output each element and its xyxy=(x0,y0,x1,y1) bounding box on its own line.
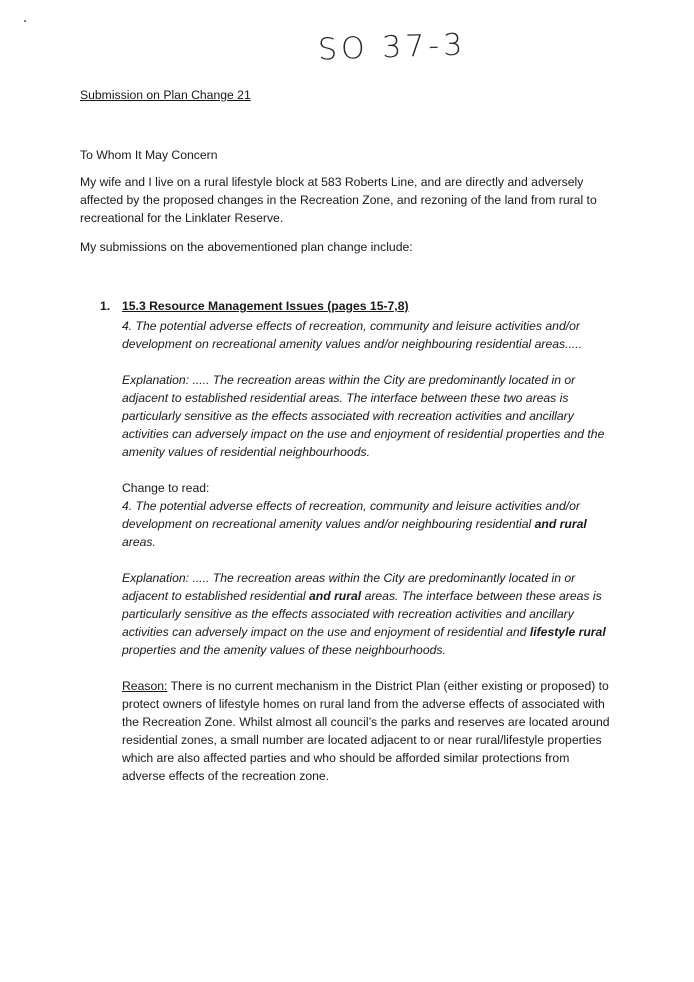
submissions-intro: My submissions on the abovementioned plan change include: xyxy=(80,240,413,254)
reason-paragraph xyxy=(122,677,612,785)
changed-explanation xyxy=(122,569,612,659)
changed-issue-bold: and rural xyxy=(534,517,587,531)
original-explanation: Explanation: ..... The recreation areas within the City are predominantly located in or adjacent to established residential areas. The interface between these two areas is particularly sensitive as the effects associated with recreation activities and ancillary activities can adversely impact on the use and enjoyment of residential properties and the amenity values of residential neighbourhoods. xyxy=(122,373,605,459)
greeting: To Whom It May Concern xyxy=(80,148,218,162)
changed-expl-bold-1: and rural xyxy=(309,589,362,603)
document-title: Submission on Plan Change 21 xyxy=(80,88,251,102)
reason-label: Reason: xyxy=(122,679,168,693)
change-label: Change to read: xyxy=(122,481,210,495)
changed-issue xyxy=(122,497,612,551)
handwritten-reference: SO 37-3 xyxy=(317,27,467,68)
changed-issue-text-b: areas. xyxy=(122,535,156,549)
item-number: 1. xyxy=(100,299,111,313)
changed-expl-text-c: properties and the amenity values of these neighbourhoods. xyxy=(122,643,446,657)
changed-issue-text-a: 4. The potential adverse effects of recreation, community and leisure activities and/or development on recreational amenity values and/or neighbouring residential xyxy=(122,499,580,531)
changed-expl-text-b: areas. The interface between these areas is particularly sensitive as the effects associated with recreation activities and ancillary activities can adversely impact on the use and enjoyment of residential and xyxy=(122,589,602,639)
reason-text: There is no current mechanism in the District Plan (either existing or proposed) to protect owners of lifestyle homes on rural land from the adverse effects of associated with the Recreation Zone. Whilst almost all council’s the parks and reserves are located around residential zones, a small number are located adjacent to or near rural/lifestyle properties which are also affected parties and who should be afforded similar protections from adverse effects of the recreation zone. xyxy=(122,679,610,783)
item-heading: 15.3 Resource Management Issues (pages 15-7,8) xyxy=(122,299,409,313)
changed-expl-bold-2: lifestyle rural xyxy=(529,625,606,639)
changed-expl-text-a: Explanation: ..... The recreation areas within the City are predominantly located in or adjacent to established residential xyxy=(122,571,576,603)
intro-paragraph: My wife and I live on a rural lifestyle block at 583 Roberts Line, and are directly and adversely affected by the proposed changes in the Recreation Zone, and rezoning of the land from rural to recreational for the Linklater Reserve. xyxy=(80,175,597,225)
scan-speck xyxy=(24,20,26,22)
original-issue: 4. The potential adverse effects of recreation, community and leisure activities and/or development on recreational amenity values and/or neighbouring residential areas..... xyxy=(122,319,583,351)
